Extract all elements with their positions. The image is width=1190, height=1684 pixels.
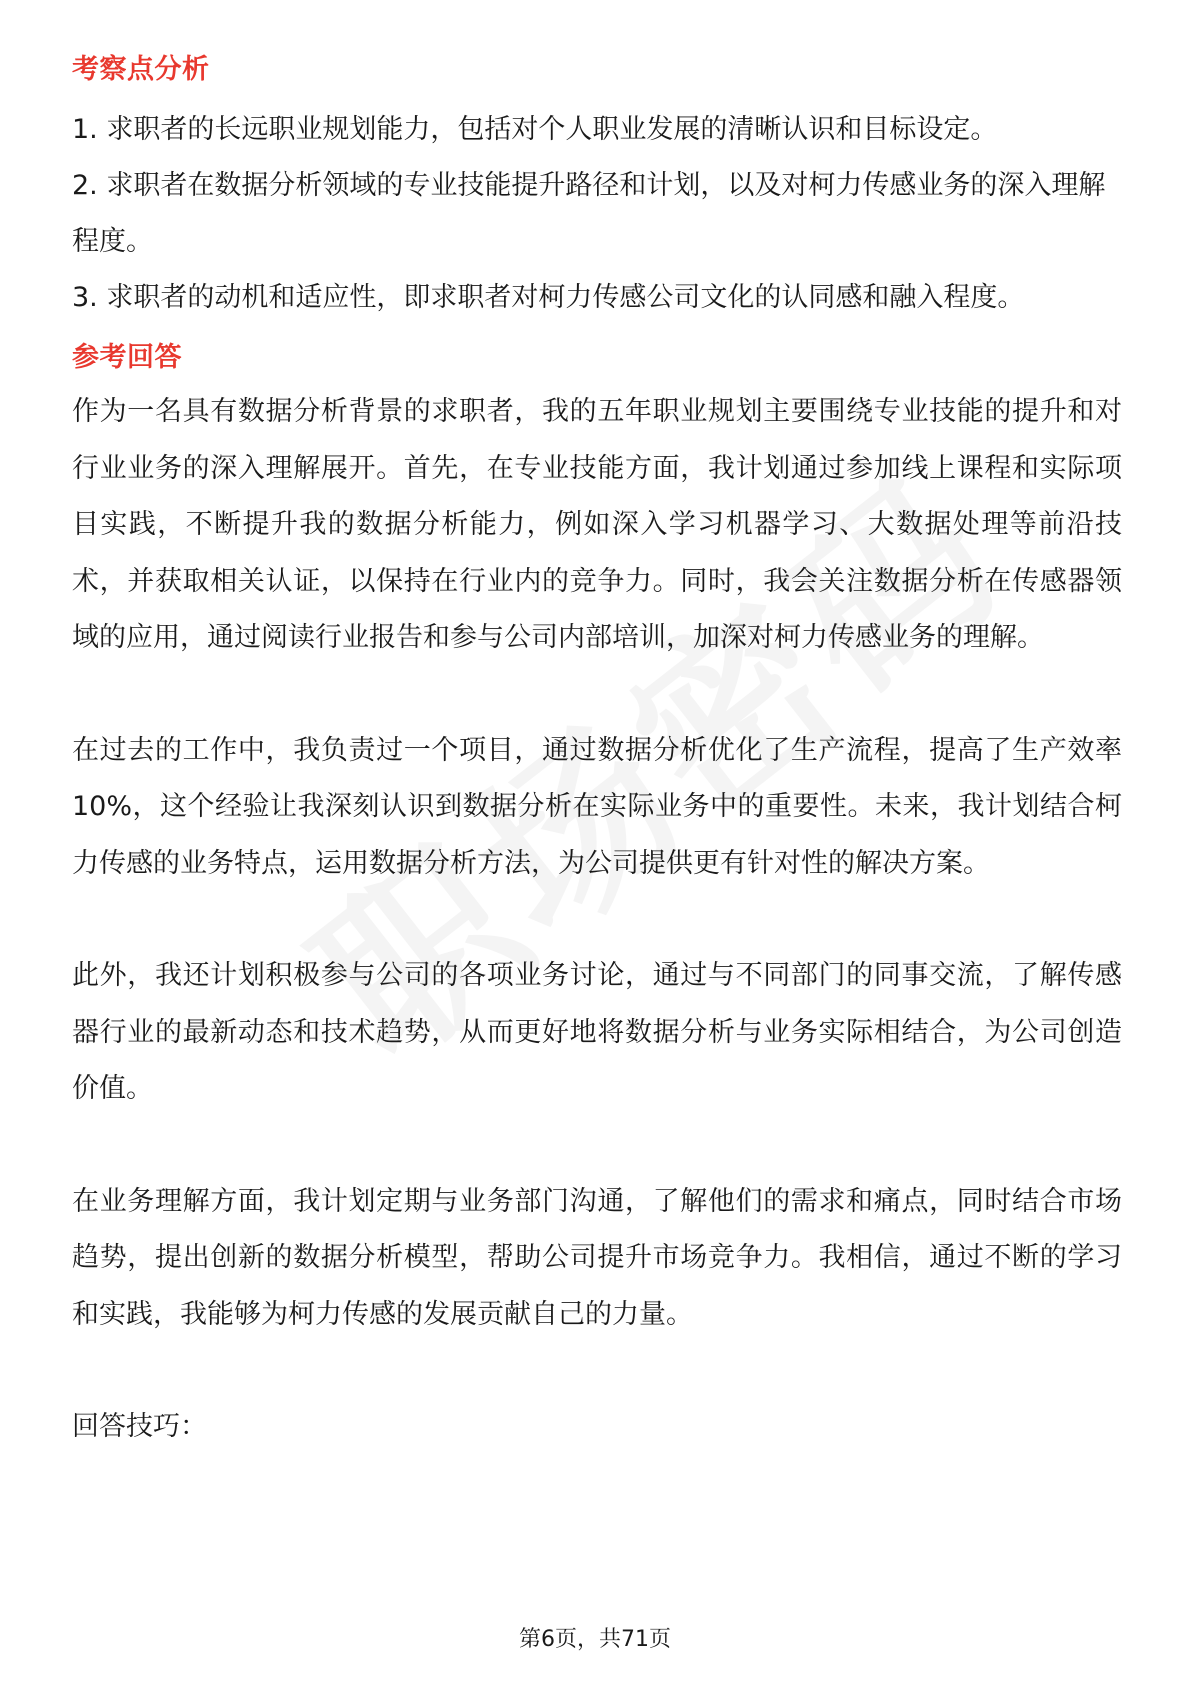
answer-paragraph-2: 在过去的工作中，我负责过一个项目，通过数据分析优化了生产流程，提高了生产效率10%，这个经验让我深刻认识到数据分析在实际业务中的重要性。未来，我计划结合柯力传感的业务特点，运用数据分析方法，为公司提供更有针对性的解决方案。 xyxy=(72,734,1122,879)
answer-title: 参考回答 xyxy=(72,342,182,373)
analysis-item-3: 3. 求职者的动机和适应性，即求职者对柯力传感公司文化的认同感和融入程度。 xyxy=(72,282,1025,313)
tips-label: 回答技巧： xyxy=(72,1411,207,1442)
answer-paragraph-3: 此外，我还计划积极参与公司的各项业务讨论，通过与不同部门的同事交流，了解传感器行业的最新动态和技术趋势，从而更好地将数据分析与业务实际相结合，为公司创造价值。 xyxy=(72,960,1122,1104)
analysis-title: 考察点分析 xyxy=(72,54,210,85)
analysis-item-2: 2. 求职者在数据分析领域的专业技能提升路径和计划，以及对柯力传感业务的深入理解程度。 xyxy=(72,170,1106,257)
analysis-item-1: 1. 求职者的长远职业规划能力，包括对个人职业发展的清晰认识和目标设定。 xyxy=(72,114,998,145)
answer-paragraph-4: 在业务理解方面，我计划定期与业务部门沟通，了解他们的需求和痛点，同时结合市场趋势，提出创新的数据分析模型，帮助公司提升市场竞争力。我相信，通过不断的学习和实践，我能够为柯力传感的发展贡献自己的力量。 xyxy=(72,1185,1122,1330)
document-page xyxy=(72,48,1122,1455)
answer-paragraph-1: 作为一名具有数据分析背景的求职者，我的五年职业规划主要围绕专业技能的提升和对行业业务的深入理解展开。首先，在专业技能方面，我计划通过参加线上课程和实际项目实践，不断提升我的数据分析能力，例如深入学习机器学习、大数据处理等前沿技术，并获取相关认证，以保持在行业内的竞争力。同时，我会关注数据分析在传感器领域的应用，通过阅读行业报告和参与公司内部培训，加深对柯力传感业务的理解。 xyxy=(72,396,1122,653)
page-number: 第6页，共71页 xyxy=(519,1627,671,1652)
